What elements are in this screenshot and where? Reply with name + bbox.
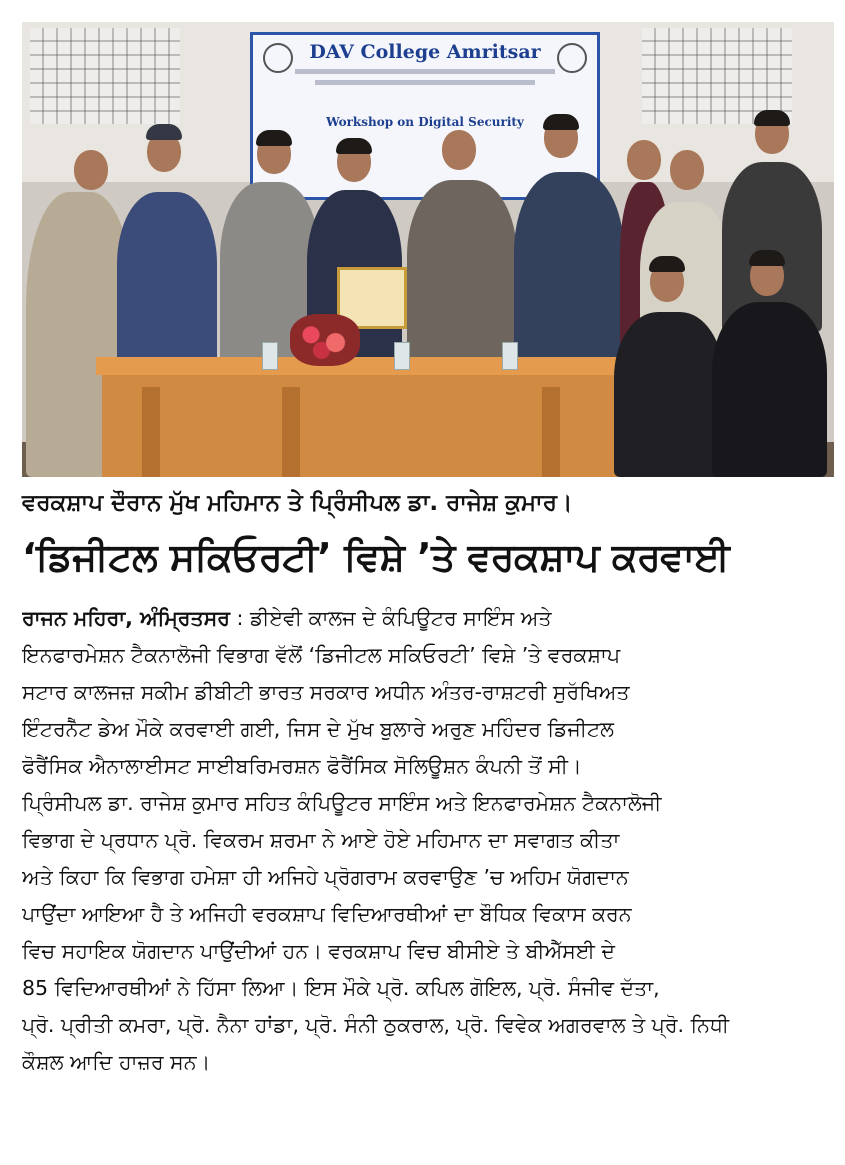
banner-subtitle-lines bbox=[315, 80, 535, 85]
person-7-head bbox=[627, 140, 661, 180]
person-5 bbox=[407, 180, 517, 370]
article-line: ਪ੍ਰਿੰਸੀਪਲ ਡਾ. ਰਾਜੇਸ਼ ਕੁਮਾਰ ਸਹਿਤ ਕੰਪਿਊਟਰ ਸਾਇੰਸ ਅਤੇ ਇਨਫਾਰਮੇਸ਼ਨ ਟੈਕਨਾਲੋਜੀ bbox=[22, 791, 662, 815]
person-4-hair bbox=[336, 138, 372, 154]
person-10-hair bbox=[649, 256, 685, 272]
article-line: ਇੰਟਰਨੈੱਟ ਡੇਅ ਮੌਕੇ ਕਰਵਾਈ ਗਈ, ਜਿਸ ਦੇ ਮੁੱਖ ਬੁਲਾਰੇ ਅਰੁਣ ਮਹਿੰਦਰ ਡਿਜੀਟਲ bbox=[22, 717, 614, 741]
bouquet bbox=[290, 314, 360, 366]
glass-1 bbox=[262, 342, 278, 370]
article-headline: ‘ਡਿਜੀਟਲ ਸਕਿਓਰਟੀ’ ਵਿਸ਼ੇ ’ਤੇ ਵਰਕਸ਼ਾਪ ਕਰਵਾਈ bbox=[22, 535, 730, 579]
person-9-hair bbox=[754, 110, 790, 126]
banner-title: DAV College Amritsar bbox=[309, 41, 541, 63]
article-line: 85 ਵਿਦਿਆਰਥੀਆਂ ਨੇ ਹਿੱਸਾ ਲਿਆ। ਇਸ ਮੌਕੇ ਪ੍ਰੋ. ਕਪਿਲ ਗੋਇਲ, ਪ੍ਰੋ. ਸੰਜੀਵ ਦੱਤਾ, bbox=[22, 976, 660, 1000]
person-10 bbox=[614, 312, 724, 477]
article-line: ਅਤੇ ਕਿਹਾ ਕਿ ਵਿਭਾਗ ਹਮੇਸ਼ਾ ਹੀ ਅਜਿਹੇ ਪ੍ਰੋਗਰਾਮ ਕਰਵਾਉਣ ’ਚ ਅਹਿਮ ਯੋਗਦਾਨ bbox=[22, 865, 629, 889]
glass-2 bbox=[394, 342, 410, 370]
person-8-head bbox=[670, 150, 704, 190]
table-leg-middle bbox=[282, 387, 300, 477]
person-11-hair bbox=[749, 250, 785, 266]
person-6 bbox=[514, 172, 624, 372]
photo-window-left bbox=[30, 28, 180, 124]
person-2 bbox=[117, 192, 217, 372]
table-leg-right bbox=[542, 387, 560, 477]
banner-workshop-title: Workshop on Digital Security bbox=[326, 115, 524, 129]
article-body bbox=[22, 600, 834, 1081]
article-line: ਇਨਫਾਰਮੇਸ਼ਨ ਟੈਕਨਾਲੋਜੀ ਵਿਭਾਗ ਵੱਲੋਂ ‘ਡਿਜੀਟਲ ਸਕਿਓਰਟੀ’ ਵਿਸ਼ੇ ’ਤੇ ਵਰਕਸ਼ਾਪ bbox=[22, 643, 621, 667]
article-line: ਪ੍ਰੋ. ਪ੍ਰੀਤੀ ਕਮਰਾ, ਪ੍ਰੋ. ਨੈਨਾ ਹਾਂਡਾ, ਪ੍ਰੋ. ਸੰਨੀ ਠੁਕਰਾਲ, ਪ੍ਰੋ. ਵਿਵੇਕ ਅਗਰਵਾਲ ਤੇ ਪ੍ਰੋ. ਨਿਧੀ bbox=[22, 1013, 730, 1037]
banner-subtitle-lines bbox=[295, 69, 555, 74]
news-photo bbox=[22, 22, 834, 477]
table-leg-left bbox=[142, 387, 160, 477]
article-line: ਕੌਸ਼ਲ ਆਦਿ ਹਾਜ਼ਰ ਸਨ। bbox=[22, 1050, 211, 1074]
article-line: ਸਟਾਰ ਕਾਲਜਜ਼ ਸਕੀਮ ਡੀਬੀਟੀ ਭਾਰਤ ਸਰਕਾਰ ਅਧੀਨ ਅੰਤਰ-ਰਾਸ਼ਟਰੀ ਸੁਰੱਖਿਅਤ bbox=[22, 680, 630, 704]
article-line: ਵਿਚ ਸਹਾਇਕ ਯੋਗਦਾਨ ਪਾਉਂਦੀਆਂ ਹਨ। ਵਰਕਸ਼ਾਪ ਵਿਚ ਬੀਸੀਏ ਤੇ ਬੀਐੱਸਈ ਦੇ bbox=[22, 939, 615, 963]
person-2-cap bbox=[146, 124, 182, 140]
person-5-head bbox=[442, 130, 476, 170]
photo-caption: ਵਰਕਸ਼ਾਪ ਦੌਰਾਨ ਮੁੱਖ ਮਹਿਮਾਨ ਤੇ ਪ੍ਰਿੰਸੀਪਲ ਡਾ. ਰਾਜੇਸ਼ ਕੁਮਾਰ। bbox=[22, 490, 573, 516]
article-line: ਫੋਰੈਂਸਿਕ ਐਨਾਲਾਈਸਟ ਸਾਈਬਰਿਮਰਸ਼ਨ ਫੋਰੈਂਸਿਕ ਸੋਲਿਊਸ਼ਨ ਕੰਪਨੀ ਤੋਂ ਸੀ। bbox=[22, 754, 582, 778]
person-6-hair bbox=[543, 114, 579, 130]
dbt-logo-icon bbox=[557, 43, 587, 73]
college-logo-icon bbox=[263, 43, 293, 73]
article-line: ਵਿਭਾਗ ਦੇ ਪ੍ਰਧਾਨ ਪ੍ਰੋ. ਵਿਕਰਮ ਸ਼ਰਮਾ ਨੇ ਆਏ ਹੋਏ ਮਹਿਮਾਨ ਦਾ ਸਵਾਗਤ ਕੀਤਾ bbox=[22, 828, 620, 852]
person-3-hair bbox=[256, 130, 292, 146]
article-line: ਪਾਉਂਦਾ ਆਇਆ ਹੈ ਤੇ ਅਜਿਹੀ ਵਰਕਸ਼ਾਪ ਵਿਦਿਆਰਥੀਆਂ ਦਾ ਬੌਧਿਕ ਵਿਕਾਸ ਕਰਨ bbox=[22, 902, 632, 926]
glass-3 bbox=[502, 342, 518, 370]
article-line: ਰਾਜਨ ਮਹਿਰਾ, ਅੰਮ੍ਰਿਤਸਰ : ਡੀਏਵੀ ਕਾਲਜ ਦੇ ਕੰਪਿਊਟਰ ਸਾਇੰਸ ਅਤੇ bbox=[22, 606, 552, 630]
article-byline: ਰਾਜਨ ਮਹਿਰਾ, ਅੰਮ੍ਰਿਤਸਰ bbox=[22, 606, 230, 630]
person-11 bbox=[712, 302, 827, 477]
person-1-head bbox=[74, 150, 108, 190]
